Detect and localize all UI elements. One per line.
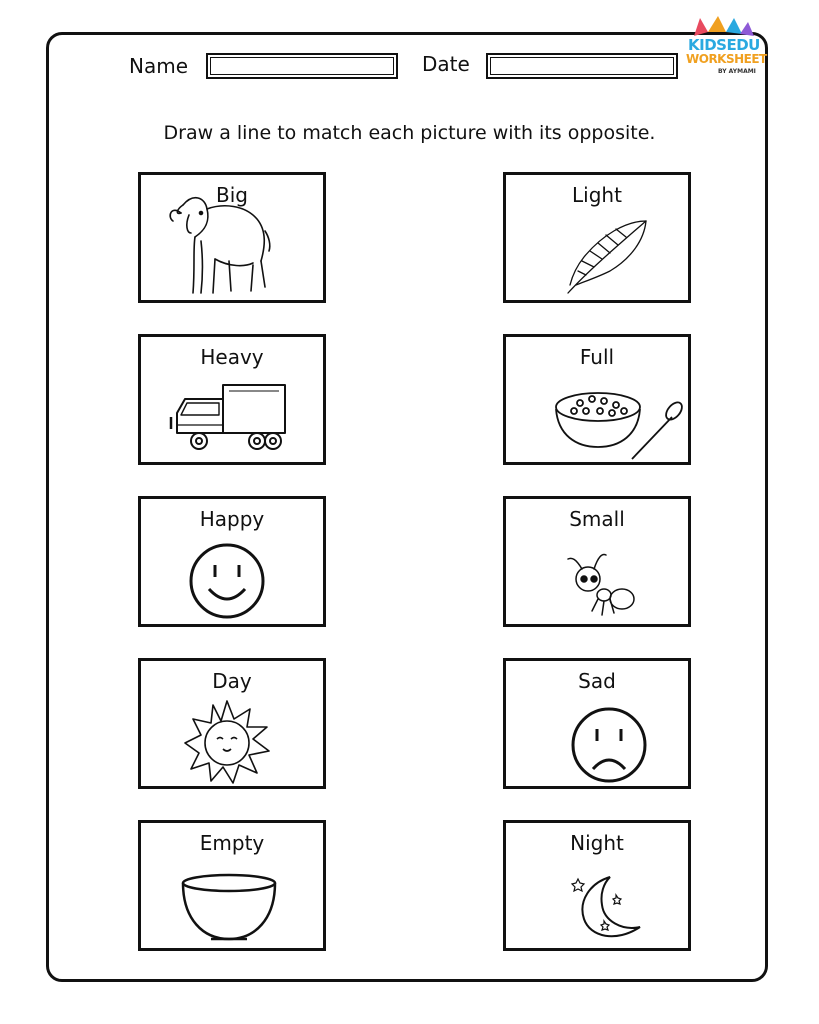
card-happy[interactable] [138,496,326,627]
card-word: Small [569,507,625,531]
feather-icon [506,175,694,306]
name-field[interactable] [206,53,398,79]
moon-icon [506,823,694,954]
card-big[interactable] [138,172,326,303]
instruction-text: Draw a line to match each picture with its opposite. [163,122,656,144]
card-word: Happy [199,507,265,531]
sun-icon [141,661,329,792]
date-label: Date [422,52,470,76]
name-label: Name [129,54,189,78]
elephant-icon [141,175,329,306]
cereal-bowl-icon [506,337,694,468]
card-full[interactable] [503,334,691,465]
ant-icon [506,499,694,630]
logo-line2: WORKSHEET [686,52,767,66]
card-word: Night [570,831,624,855]
card-heavy[interactable] [138,334,326,465]
card-day[interactable] [138,658,326,789]
card-word: Sad [578,669,616,693]
card-night[interactable] [503,820,691,951]
card-word: Day [212,669,252,693]
card-word: Empty [199,831,265,855]
card-word: Full [579,345,615,369]
card-empty[interactable] [138,820,326,951]
card-sad[interactable] [503,658,691,789]
card-word: Heavy [200,345,264,369]
card-word: Big [216,183,248,207]
happy-face-icon [141,499,329,630]
card-light[interactable] [503,172,691,303]
logo-line3: BY AYMAMI [718,68,756,75]
kidsedu-logo [684,14,766,84]
card-word: Light [572,183,622,207]
truck-icon [141,337,329,468]
logo-line1: KIDSEDU [688,36,760,54]
empty-bowl-icon [141,823,329,954]
sad-face-icon [506,661,694,792]
card-small[interactable] [503,496,691,627]
date-field[interactable] [486,53,678,79]
